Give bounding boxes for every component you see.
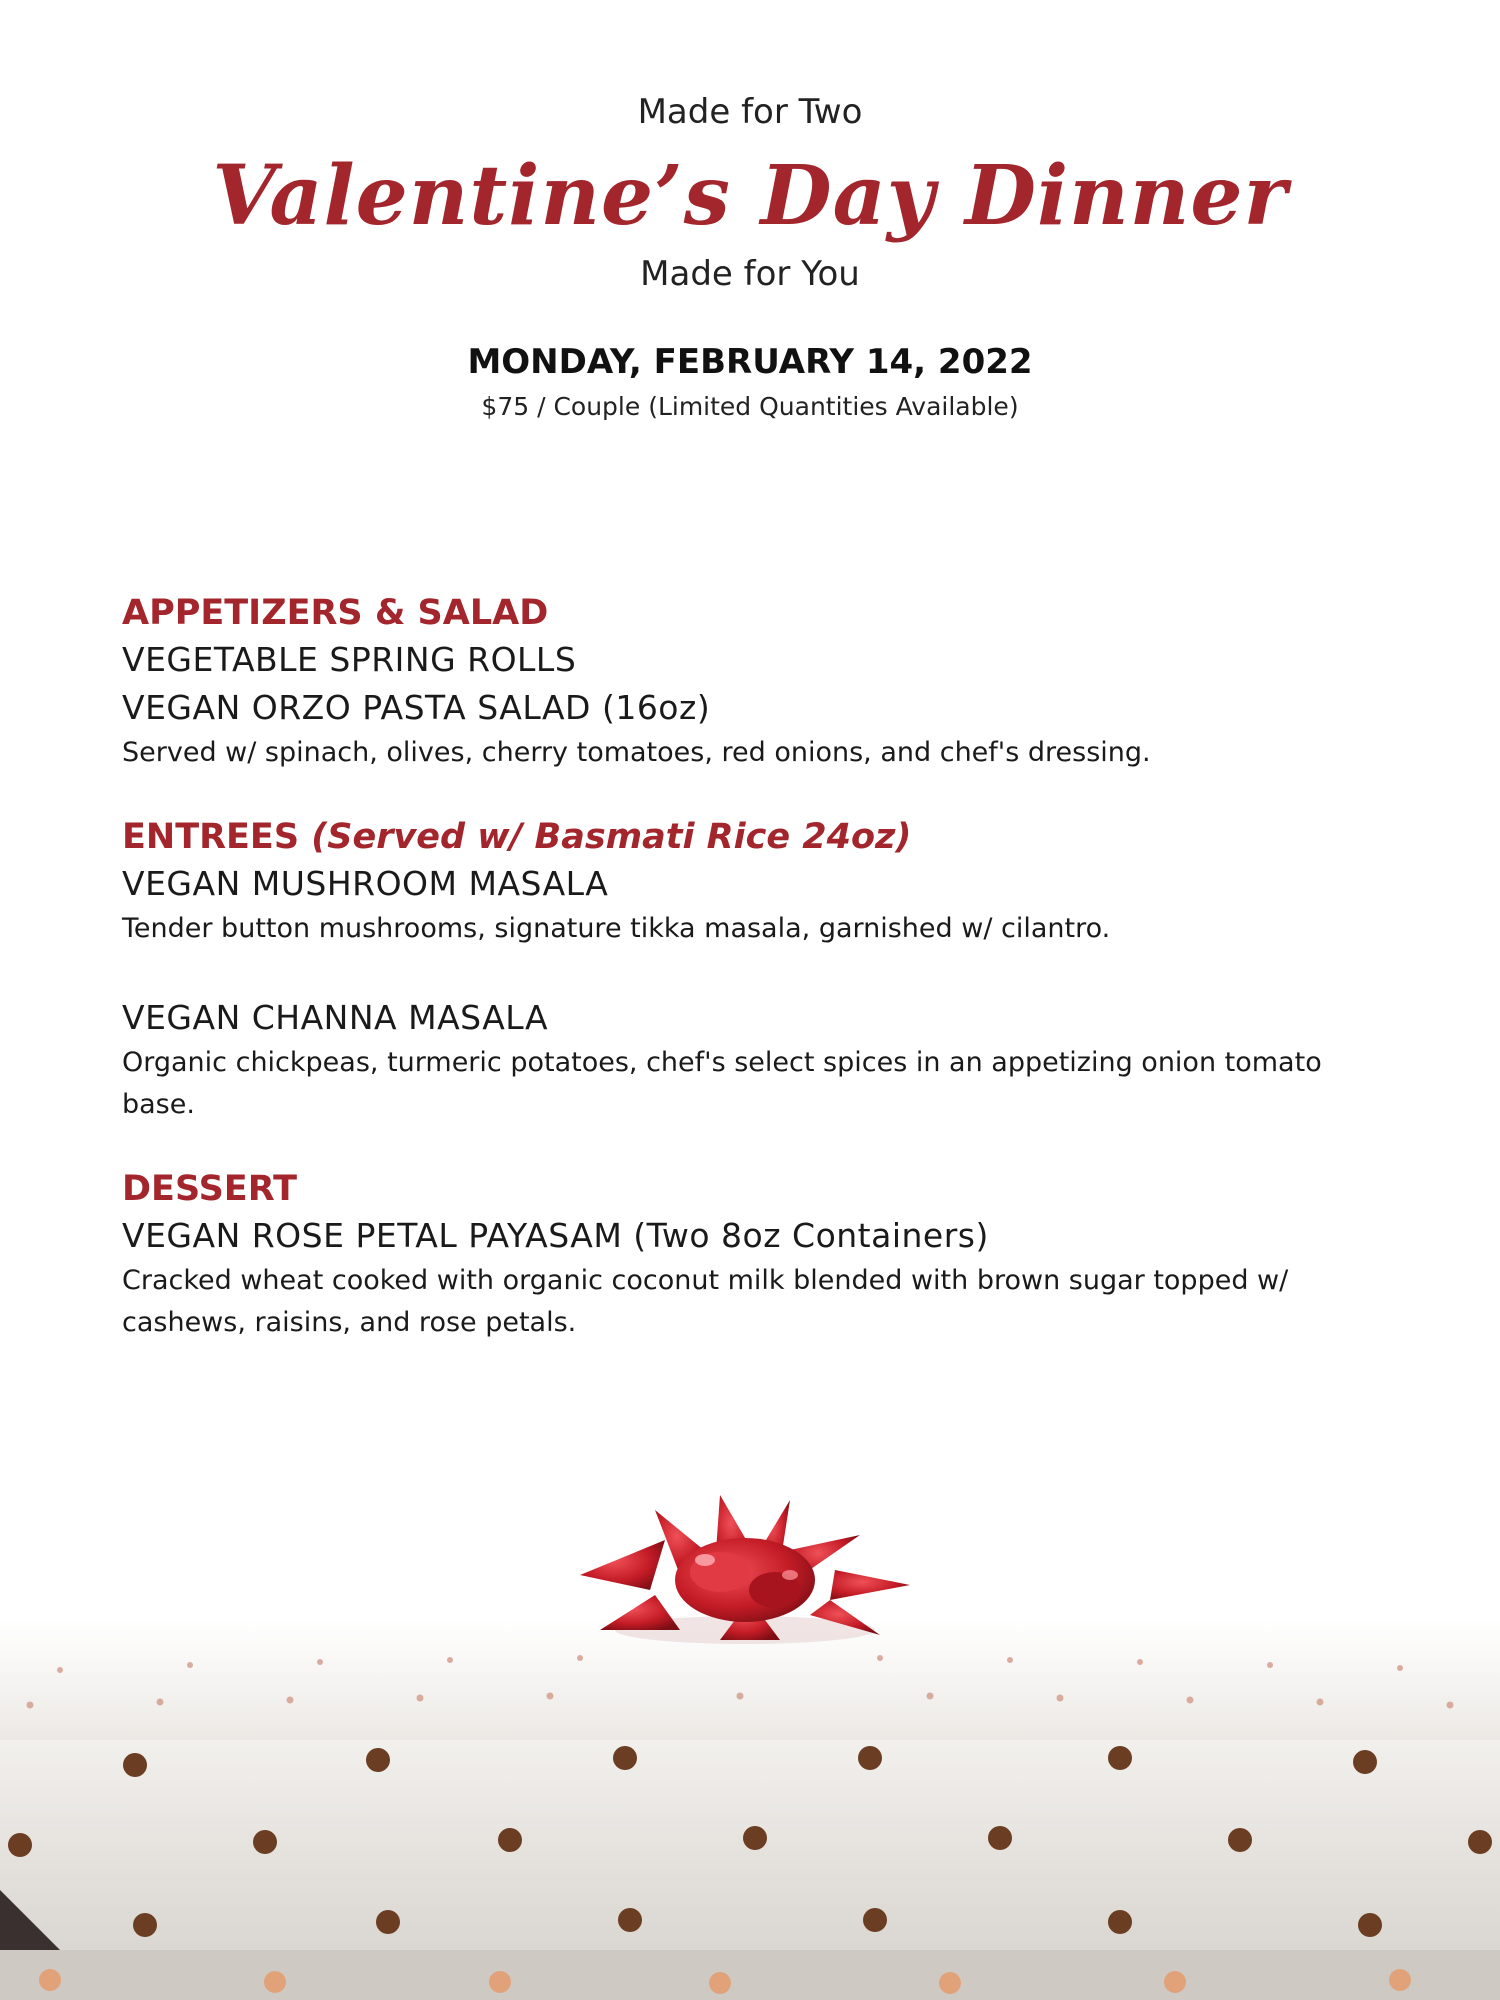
dish-item <box>122 1212 1362 1344</box>
kicker-top: Made for Two <box>637 92 863 132</box>
section-title-text: DESSERT <box>122 1169 297 1209</box>
kicker-bottom: Made for You <box>640 254 860 294</box>
dish-description: Tender button mushrooms, signature tikka masala, garnished w/ cilantro. <box>122 913 1111 944</box>
section-title-text: ENTREES <box>122 817 300 857</box>
dish-description: Cracked wheat cooked with organic coconut milk blended with brown sugar topped w/ cashews, raisins, and rose petals. <box>122 1265 1289 1338</box>
dish-item <box>122 684 1362 774</box>
section-note: (Served w/ Basmati Rice 24oz) <box>311 817 912 857</box>
dish-name: VEGAN ROSE PETAL PAYASAM (Two 8oz Containers) <box>122 1216 989 1255</box>
page-title: Valentine’s Day Dinner <box>212 148 1288 244</box>
section-dessert <box>122 1166 1362 1344</box>
bow-icon <box>580 1495 910 1644</box>
dish-name: VEGAN ORZO PASTA SALAD (16oz) <box>122 688 711 727</box>
dish-description: Served w/ spinach, olives, cherry tomatoes, red onions, and chef's dressing. <box>122 737 1151 768</box>
gift-box-illustration <box>0 1480 1500 2000</box>
section-title <box>122 590 1362 636</box>
dish-item <box>122 860 1362 950</box>
menu-body <box>122 590 1362 1384</box>
price-line: $75 / Couple (Limited Quantities Available) <box>481 392 1019 421</box>
section-appetizers <box>122 590 1362 774</box>
dish-name: VEGETABLE SPRING ROLLS <box>122 640 577 679</box>
section-title <box>122 814 1362 860</box>
dish-item <box>122 636 1362 684</box>
dish-name: VEGAN MUSHROOM MASALA <box>122 864 609 903</box>
event-date: MONDAY, FEBRUARY 14, 2022 <box>467 342 1033 382</box>
section-entrees <box>122 814 1362 1126</box>
dish-name: VEGAN CHANNA MASALA <box>122 998 549 1037</box>
dish-description: Organic chickpeas, turmeric potatoes, chef's select spices in an appetizing onion tomato base. <box>122 1047 1322 1120</box>
dish-item <box>122 994 1362 1126</box>
section-title <box>122 1166 1362 1212</box>
section-title-text: APPETIZERS & SALAD <box>122 593 549 633</box>
